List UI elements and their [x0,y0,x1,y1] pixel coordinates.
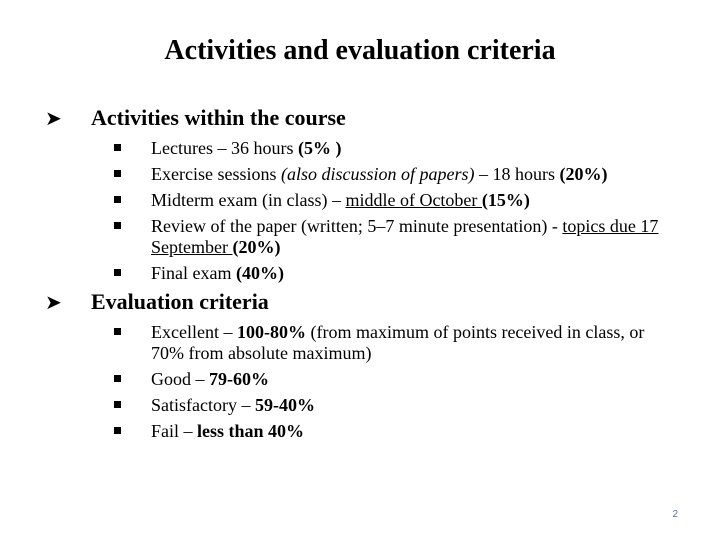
item-text: Final exam [151,263,236,283]
item-text: (also discussion of papers) [280,164,475,184]
item-text: Good – [151,369,209,389]
square-bullet-icon [114,144,121,151]
item-text: – 18 hours [474,164,560,184]
page-number: 2 [672,509,678,520]
list-item [0,322,720,364]
section-evaluation [0,288,720,447]
list-item [0,421,720,442]
square-bullet-icon [114,427,121,434]
square-bullet-icon [114,401,121,408]
list-item [0,216,720,258]
criteria-list [0,322,720,442]
item-text: 79-60% [209,369,269,389]
list-item [0,190,720,211]
list-item [0,369,720,390]
list-item [0,138,720,159]
square-bullet-icon [114,375,121,382]
activity-list [0,138,720,284]
item-text: Fail – [151,421,198,441]
item-text: (15%) [481,190,530,210]
square-bullet-icon [114,170,121,177]
slide-title: Activities and evaluation criteria [164,35,556,66]
square-bullet-icon [114,222,121,229]
item-text: less than 40% [197,421,305,441]
item-text: (from maximum of points received in class, or 70% from absolute maximum) [151,322,645,363]
section-heading: Activities within the course [91,105,346,130]
section-header [0,104,720,134]
item-text: Review of the paper (written; 5–7 minute presentation) - [151,216,563,236]
item-text: Excellent – [151,322,237,342]
section-header [0,288,720,318]
item-text: (20%) [559,164,608,184]
item-text: Lectures – 36 hours [151,138,298,158]
arrow-bullet-icon: ➤ [45,290,62,314]
list-item [0,263,720,284]
section-activities [0,104,720,289]
item-text: 100-80% [236,322,306,342]
item-text: Midterm exam (in class) – [151,190,346,210]
arrow-bullet-icon: ➤ [45,106,62,130]
section-heading: Evaluation criteria [91,289,269,314]
item-text: 59-40% [254,395,315,415]
square-bullet-icon [114,328,121,335]
item-text: topics due 17 September [151,216,659,257]
square-bullet-icon [114,269,121,276]
square-bullet-icon [114,196,121,203]
list-item [0,164,720,185]
item-text: middle of October [345,190,482,210]
item-text: Satisfactory – [151,395,255,415]
item-text: Exercise sessions [151,164,281,184]
item-text: (20%) [232,237,281,257]
item-text: (40%) [235,263,284,283]
list-item [0,395,720,416]
item-text: (5% ) [297,138,342,158]
